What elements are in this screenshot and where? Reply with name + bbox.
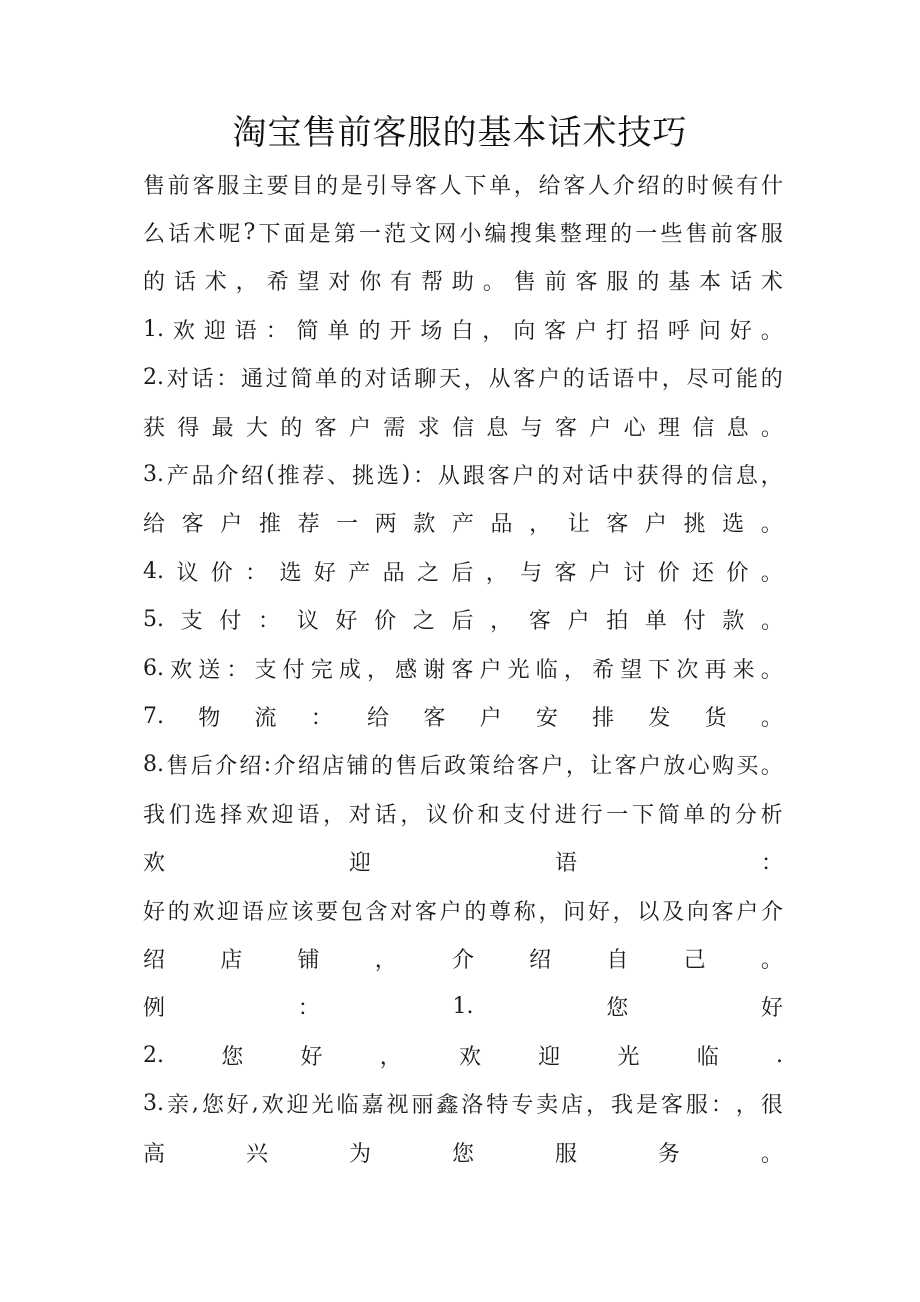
paragraph-line: 么 话 术 呢 ? 下 面 是 第 一 范 文 网 小 编 搜 集 整 理 的 一 些 售 前 客 服	[143, 220, 783, 248]
example-line: 例 ： 1. 您 好	[143, 994, 783, 1022]
paragraph-line: 好 的 欢 迎 语 应 该 要 包 含 对 客 户 的 尊 称 ， 问 好 ， 以 及 向 客 户 介	[143, 899, 783, 925]
example-line: 2. 您 好 ， 欢 迎 光 临 .	[143, 1042, 783, 1070]
paragraph-line: 售 前 客 服 主 要 目 的 是 引 导 客 人 下 单 ， 给 客 人 介 绍 的 时 候 有 什	[143, 173, 783, 199]
example-line: 高 兴 为 您 服 务 。	[143, 1141, 783, 1167]
list-item-dialogue: 2. 对 话 ： 通 过 简 单 的 对 话 聊 天 ， 从 客 户 的 话 语 中 ， 尽 可 能 的	[143, 365, 783, 393]
section-heading-welcome: 欢 迎 语 ：	[143, 851, 783, 877]
list-item-product-intro-cont: 给 客 户 推 荐 一 两 款 产 品 ， 让 客 户 挑 选 。	[143, 512, 783, 538]
paragraph-line: 的 话 术 ， 希 望 对 你 有 帮 助 。 售 前 客 服 的 基 本 话 术	[143, 270, 783, 296]
list-item-after-sales: 8. 售 后 介 绍 : 介 绍 店 铺 的 售 后 政 策 给 客 户 ， 让 客 户 放 心 购 买 。	[143, 752, 783, 780]
list-item-bargain: 4. 议 价 ： 选 好 产 品 之 后 ， 与 客 户 讨 价 还 价 。	[143, 558, 783, 586]
list-item-logistics: 7. 物 流 ： 给 客 户 安 排 发 货 。	[143, 703, 783, 731]
example-line: 3. 亲 , 您 好 , 欢 迎 光 临 嘉 视 丽 鑫 洛 特 专 卖 店 ， 我 是 客 服 ： ， 很	[143, 1091, 783, 1119]
list-item-dialogue-cont: 获 得 最 大 的 客 户 需 求 信 息 与 客 户 心 理 信 息 。	[143, 415, 783, 441]
list-item-payment: 5. 支 付 ： 议 好 价 之 后 ， 客 户 拍 单 付 款 。	[143, 607, 783, 635]
list-item-welcome: 1. 欢 迎 语 ： 简 单 的 开 场 白 ， 向 客 户 打 招 呼 问 好 。	[143, 316, 783, 344]
document-title: 淘宝售前客服的基本话术技巧	[232, 113, 688, 153]
list-item-farewell: 6. 欢 送 ： 支 付 完 成 ， 感 谢 客 户 光 临 ， 希 望 下 次 再 来 。	[143, 655, 783, 683]
list-item-product-intro: 3. 产 品 介 绍 ( 推 荐 、 挑 选 ) ： 从 跟 客 户 的 对 话 中 获 得 的 信 息 ，	[143, 462, 783, 490]
document-body	[143, 160, 783, 1176]
paragraph-line: 我 们 选 择 欢 迎 语 ， 对 话 ， 议 价 和 支 付 进 行 一 下 简 单 的 分 析	[143, 802, 783, 828]
paragraph-line: 绍 店 铺 ， 介 绍 自 己 。	[143, 947, 783, 973]
